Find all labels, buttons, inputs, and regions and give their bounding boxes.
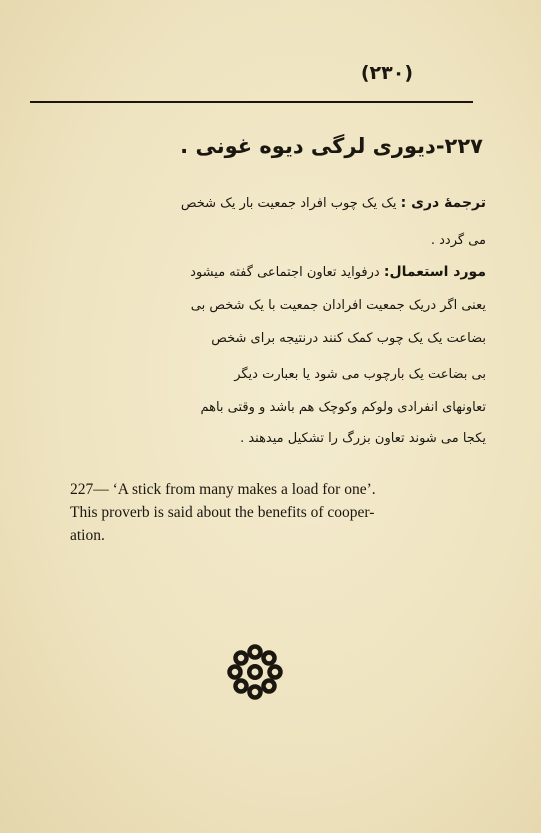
dari-translation-line-1 <box>46 195 486 211</box>
usage-line-2: یعنی اگر دریک جمعیت افرادان جمعیت با یک شخص بی <box>190 298 486 313</box>
dari-label: ترجمهٔ دری : <box>400 195 486 211</box>
proverb-title: ۲۲۷-دیوری لرگی دیوه غونی . <box>180 134 483 158</box>
english-line-1: 227— ‘A stick from many makes a load for one’. <box>70 481 376 498</box>
usage-line-6: یکجا می شوند تعاون بزرگ را تشکیل میدهند . <box>240 431 486 446</box>
usage-line-5: تعاونهای انفرادی ولوکم وکوچک هم باشد و وقتی باهم <box>200 400 486 415</box>
usage-line-1 <box>46 264 486 280</box>
english-line-3: ation. <box>70 527 105 544</box>
usage-line-3: بضاعت یک یک چوب کمک کنند درنتیجه برای شخص <box>211 331 486 346</box>
page-number: (۲۳۰) <box>360 62 413 84</box>
usage-label: مورد استعمال: <box>383 264 486 280</box>
header-rule <box>30 101 473 103</box>
usage-text-1: درفواید تعاون اجتماعی گفته میشود <box>190 265 380 280</box>
dari-translation-line-2: می گردد . <box>430 233 486 248</box>
usage-line-4: بی بضاعت یک بارچوب می شود یا بعبارت دیگر <box>234 367 486 382</box>
dari-text-1: یک یک چوب افراد جمعیت بار یک شخص <box>180 196 397 211</box>
flower-ornament-icon <box>225 642 285 702</box>
english-line-2: This proverb is said about the benefits of cooper- <box>70 504 375 521</box>
